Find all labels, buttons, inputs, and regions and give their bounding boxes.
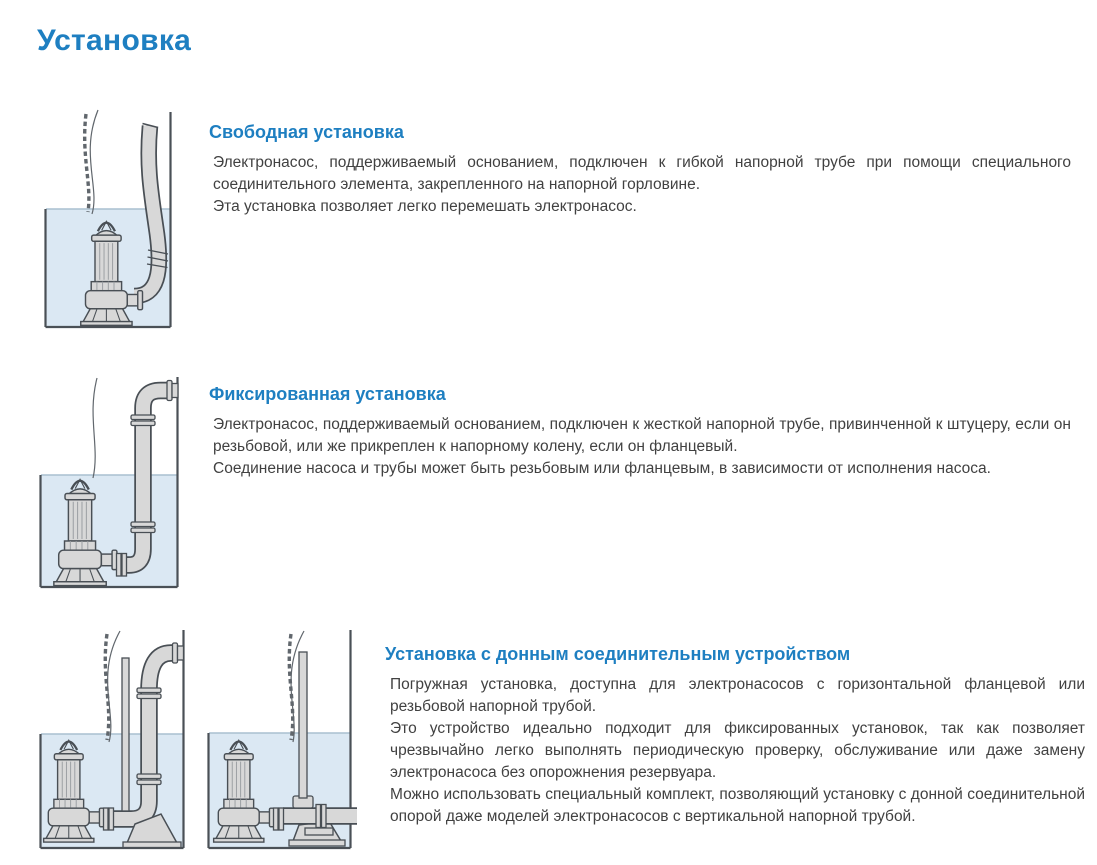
section-heading: Свободная установка — [209, 122, 404, 142]
bottom-coupling-rigid-pipe-illustration — [37, 628, 197, 852]
section-paragraph: Эта установка позволяет легко перемешать электронасос. — [213, 198, 637, 215]
free-installation-illustration — [42, 106, 188, 332]
fixed-installation-illustration — [37, 375, 195, 593]
section-paragraph: Электронасос, поддерживаемый основанием, подключен к гибкой напорной трубе при помощи специального соединительного элемента, закрепленного на напорной горловине. — [213, 154, 1071, 193]
pipe-flange-joint — [104, 808, 114, 830]
pump-bottom-coupling-drawing — [205, 628, 357, 852]
section-free-installation — [209, 122, 1071, 218]
section-paragraph: Погружная установка, доступна для электронасосов с горизонтальной фланцевой или резьбовой напорной трубой. — [390, 676, 1085, 715]
page-title: Установка — [37, 24, 192, 57]
pump-flexible-hose-drawing — [42, 106, 188, 332]
power-cable — [93, 378, 97, 478]
section-heading: Фиксированная установка — [209, 384, 446, 404]
bottom-coupling-device-illustration — [205, 628, 357, 852]
pipe-flange-joint — [117, 554, 127, 577]
pipe-flange-joint — [274, 808, 284, 830]
lifting-chain — [85, 114, 89, 212]
guide-rail — [122, 658, 129, 811]
section-paragraph: Это устройство идеально подходит для фиксированных установок, так как позволяет чрезвычайно легко выполнять периодическую проверку, обслуживание или даже замену электронасоса без опорожнения резервуара. — [390, 720, 1085, 781]
pump-guide-rail-drawing — [37, 628, 197, 852]
power-cable — [90, 110, 98, 214]
section-paragraph: Электронасос, поддерживаемый основанием, подключен к жесткой напорной трубе, привинченной к штуцеру, если он резьбовой, или же прикреплен к напорному колену, если он фланцевый. — [213, 416, 1071, 455]
water — [41, 475, 177, 587]
section-heading: Установка с донным соединительным устройством — [385, 644, 851, 664]
section-paragraph: Можно использовать специальный комплект, позволяющий установку с донной соединительной опорой даже моделей электронасосов с вертикальной напорной трубой. — [390, 786, 1085, 825]
guide-rail — [299, 652, 307, 798]
section-bottom-coupling-installation — [385, 644, 1085, 828]
pump-rigid-pipe-drawing — [37, 375, 195, 593]
section-fixed-installation — [209, 384, 1071, 480]
section-paragraph: Соединение насоса и трубы может быть резьбовым или фланцевым, в зависимости от исполнения насоса. — [213, 460, 991, 477]
